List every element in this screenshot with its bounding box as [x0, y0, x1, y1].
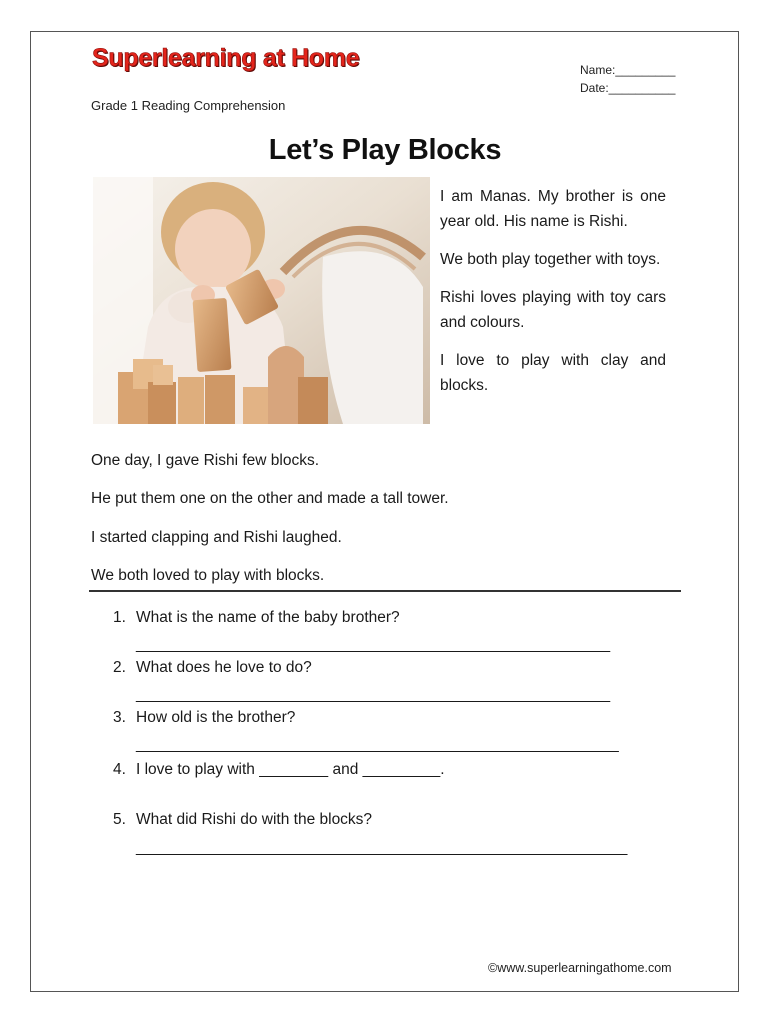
- child-playing-blocks-photo: [93, 177, 430, 424]
- answer-line-1[interactable]: _______________________________________________________: [136, 636, 611, 653]
- intro-text: [440, 184, 666, 411]
- question-4[interactable]: [113, 761, 445, 779]
- story-line: I started clapping and Rishi laughed.: [91, 529, 342, 546]
- question-number: 2.: [113, 659, 126, 676]
- story-line: He put them one on the other and made a tall tower.: [91, 490, 449, 507]
- date-field: Date:__________: [580, 81, 676, 95]
- brand-logo-text: Superlearning at Home: [92, 44, 360, 72]
- question-1: [113, 609, 400, 627]
- worksheet-title: Let’s Play Blocks: [268, 134, 502, 166]
- intro-paragraph: We both play together with toys.: [440, 251, 661, 268]
- answer-line-3[interactable]: ________________________________________________________: [136, 736, 619, 753]
- answer-line-2[interactable]: _______________________________________________________: [136, 686, 611, 703]
- intro-paragraph: I love to play with clay and blocks.: [440, 352, 666, 394]
- question-text: What does he love to do?: [136, 659, 312, 676]
- question-5: [113, 811, 372, 829]
- intro-paragraph: Rishi loves playing with toy cars and colours.: [440, 289, 666, 331]
- question-number: 1.: [113, 609, 126, 626]
- question-number: 4.: [113, 761, 126, 778]
- section-divider: [89, 590, 681, 592]
- question-number: 5.: [113, 811, 126, 828]
- question-text[interactable]: I love to play with ________ and _________.: [136, 761, 445, 778]
- question-text: What did Rishi do with the blocks?: [136, 811, 373, 828]
- name-field: Name:_________: [580, 63, 676, 77]
- intro-paragraph: I am Manas. My brother is one year old. His name is Rishi.: [440, 188, 666, 230]
- story-line: One day, I gave Rishi few blocks.: [91, 452, 320, 469]
- footer-copyright: ©www.superlearningathome.com: [488, 961, 672, 975]
- question-3: [113, 709, 295, 727]
- answer-line-5[interactable]: _________________________________________________________: [136, 839, 628, 856]
- question-number: 3.: [113, 709, 126, 726]
- question-2: [113, 659, 312, 677]
- subject-label: Grade 1 Reading Comprehension: [91, 98, 286, 113]
- question-text: How old is the brother?: [136, 709, 296, 726]
- story-line: We both loved to play with blocks.: [91, 567, 325, 584]
- question-text: What is the name of the baby brother?: [136, 609, 400, 626]
